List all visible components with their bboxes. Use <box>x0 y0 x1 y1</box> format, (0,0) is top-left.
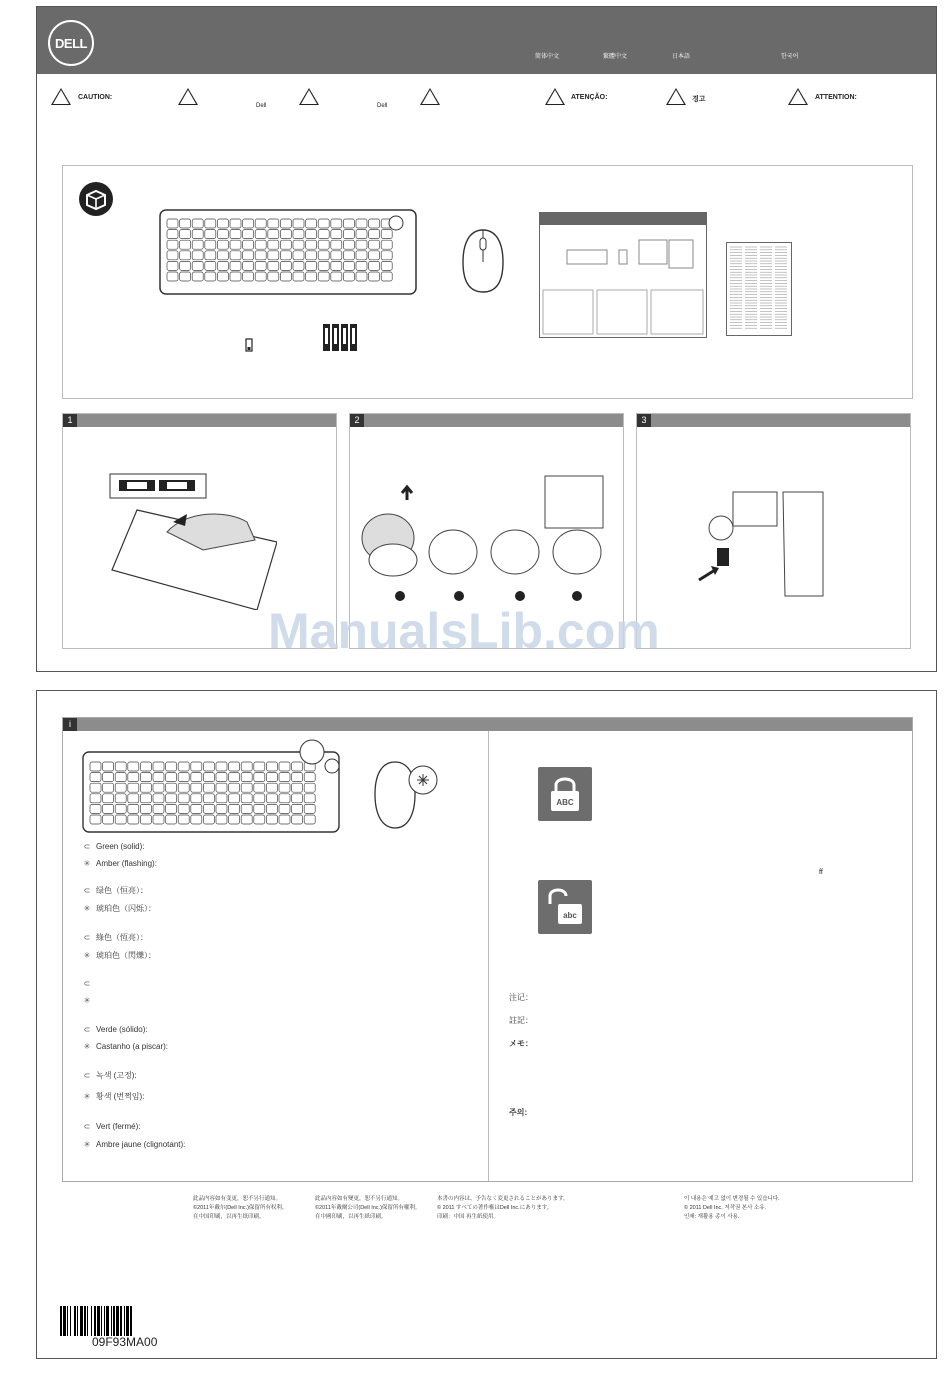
legend-solid-fr: Vert (fermé): <box>96 1122 141 1131</box>
note-zh-tw: 註記： <box>509 1016 533 1025</box>
flashing-led-icon: ✳ <box>83 1140 91 1149</box>
footer-ja: 本書の内容は、予告なく変更されることがあります。 © 2011 すべての著作権はDell Inc.にあります。 印刷：中国 再生紙使用。 <box>437 1196 569 1220</box>
warning-triangle-icon <box>299 88 319 105</box>
legend-flash-zh-cn: 琥珀色（闪烁）： <box>96 904 156 913</box>
mouse-battery-install-illustration <box>355 472 619 606</box>
warning-triangle-icon <box>666 88 686 105</box>
keyboard-battery-install-illustration <box>107 470 277 610</box>
language-label-japanese: 日本語 <box>672 54 691 60</box>
solid-led-icon: ⊂ <box>83 1122 91 1131</box>
receiver-connection-illustration <box>695 490 825 598</box>
mouse-led-illustration <box>373 760 443 832</box>
barcode <box>60 1306 187 1336</box>
keyboard-led-illustration <box>82 738 340 834</box>
quick-setup-sheet-back <box>36 690 937 1359</box>
warning-triangle-icon <box>545 88 565 105</box>
step-number: 2 <box>350 414 364 427</box>
language-label-korean: 한국어 <box>781 54 799 60</box>
batteries-icon <box>322 322 358 352</box>
legend-solid-en: Green (solid): <box>96 842 145 851</box>
quick-setup-sheet-front <box>36 6 937 672</box>
flashing-led-icon: ✳ <box>83 951 91 960</box>
warning-triangle-icon <box>420 88 440 105</box>
step3-panel <box>636 413 911 649</box>
svg-text:ABC: ABC <box>556 798 574 807</box>
footer-zh-tw: 此品內容如有變更，恕不另行通知。 ©2011年戴爾公司(Dell Inc.)保留所有權利。 在中國印刷，以再生紙印刷。 <box>315 1196 421 1220</box>
header-bar <box>37 7 936 74</box>
legend-flash-zh-tw: 琥珀色（閃爍）： <box>96 951 156 960</box>
footer-ko: 이 내용은 예고 없이 변경될 수 있습니다. © 2011 Dell Inc. 저작권 본사 소유. 인쇄: 재활용 종이 사용. <box>684 1196 780 1220</box>
stray-text: ff <box>819 869 823 876</box>
legend-flash-fr: Ambre jaune (clignotant): <box>96 1140 186 1149</box>
column-divider <box>488 731 489 1181</box>
note-ko: 주의: <box>509 1108 528 1117</box>
info-icon: i <box>63 718 77 731</box>
svg-text:abc: abc <box>563 911 577 920</box>
caution-dell-text: Dell <box>256 103 267 109</box>
flashing-led-icon: ✳ <box>83 1042 91 1051</box>
barcode-text: 09F93MA00 <box>92 1335 158 1349</box>
solid-led-icon: ⊂ <box>83 842 91 851</box>
setup-guide-thumbnail <box>539 212 707 338</box>
box-contents-panel <box>62 165 913 399</box>
warning-triangle-icon <box>178 88 198 105</box>
dell-logo: DELL <box>48 20 94 66</box>
usb-receiver-icon <box>245 338 253 352</box>
step-number: 3 <box>637 414 651 427</box>
footer-zh-cn: 此品内容如有变更，恕不另行通知。 ©2011年戴尔(Dell Inc.)保留所有权利。 在中国印刷，以再生纸印刷。 <box>193 1196 288 1220</box>
legend-flash-ko: 황색 (번쩍임): <box>96 1092 145 1101</box>
flashing-led-icon: ✳ <box>83 996 91 1005</box>
legend-flash-pt: Castanho (a piscar): <box>96 1042 169 1051</box>
solid-led-icon: ⊂ <box>83 1025 91 1034</box>
flashing-led-icon: ✳ <box>83 859 91 868</box>
warning-triangle-icon <box>51 88 71 105</box>
package-contents-icon <box>78 181 114 217</box>
legend-solid-pt: Verde (sólido): <box>96 1025 148 1034</box>
manualslib-watermark: ManualsLib.com <box>268 603 660 659</box>
legend-solid-zh-cn: 绿色（恒亮）： <box>96 886 148 895</box>
safety-leaflet-thumbnail <box>726 242 792 336</box>
solid-led-icon: ⊂ <box>83 886 91 895</box>
caps-lock-off-icon <box>538 880 592 934</box>
caution-label-korean: 경고 <box>692 96 706 103</box>
language-label-traditional-chinese: 繁體中文 <box>603 54 628 60</box>
indicator-info-panel <box>62 717 913 1182</box>
legend-solid-zh-tw: 綠色（恆亮）： <box>96 933 148 942</box>
keyboard-illustration <box>159 209 417 295</box>
solid-led-icon: ⊂ <box>83 1071 91 1080</box>
note-zh-cn: 注记： <box>509 993 533 1002</box>
legend-flash-en: Amber (flashing): <box>96 859 157 868</box>
note-ja: メモ： <box>509 1039 533 1048</box>
caution-label-english: CAUTION: <box>78 94 113 101</box>
flashing-led-icon: ✳ <box>83 904 91 913</box>
solid-led-icon: ⊂ <box>83 979 91 988</box>
language-label-simplified-chinese: 简体中文 <box>535 54 560 60</box>
flashing-led-icon: ✳ <box>83 1092 91 1101</box>
mouse-illustration <box>461 228 505 294</box>
solid-led-icon: ⊂ <box>83 933 91 942</box>
caution-row <box>37 87 936 117</box>
caution-dell-text: Dell <box>377 103 388 109</box>
caution-label-french: ATTENTION: <box>815 94 857 101</box>
caution-label-portuguese: ATENÇÃO: <box>571 94 608 101</box>
legend-solid-ko: 녹색 (고정): <box>96 1071 137 1080</box>
step-number: 1 <box>63 414 77 427</box>
caps-lock-on-icon <box>538 767 592 821</box>
warning-triangle-icon <box>788 88 808 105</box>
